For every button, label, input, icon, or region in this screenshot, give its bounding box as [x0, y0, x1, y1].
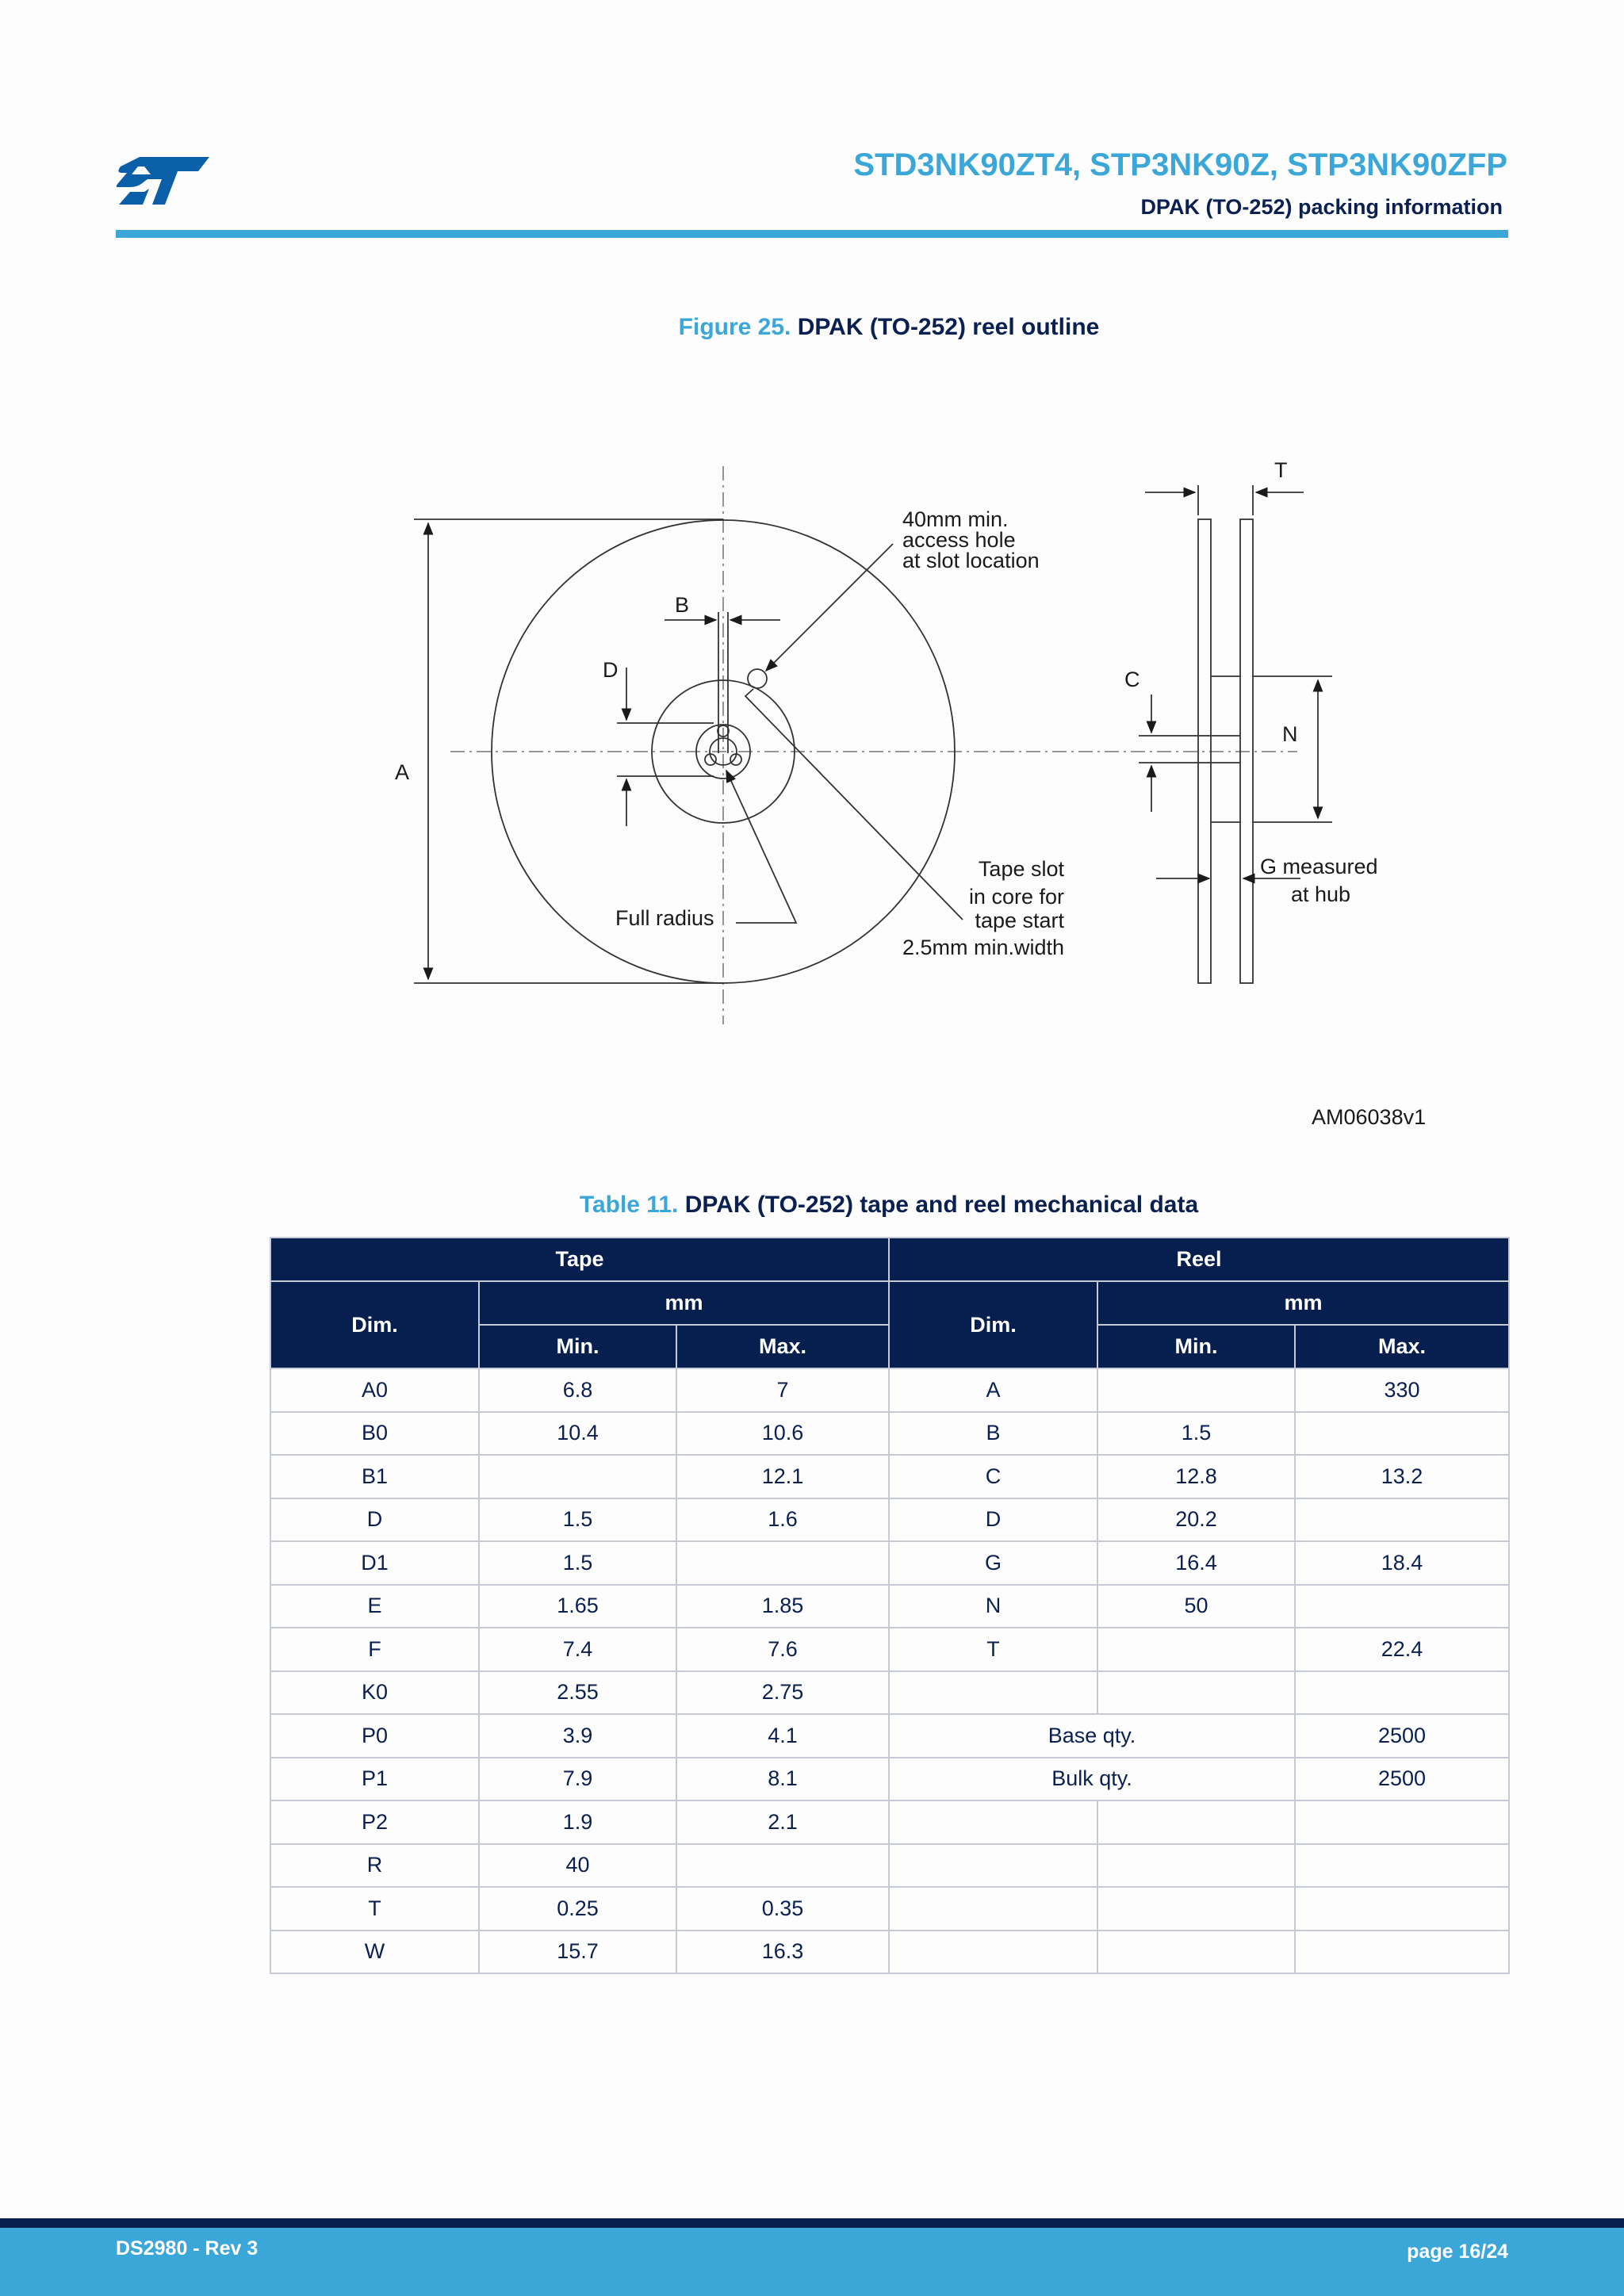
access-hole-note-line2: access hole [902, 528, 1016, 552]
table-cell [1097, 1844, 1295, 1888]
table-cell: 3.9 [479, 1714, 676, 1758]
table-cell [889, 1844, 1097, 1888]
table-label: Table 11. [579, 1192, 679, 1218]
table-cell [1295, 1671, 1509, 1715]
table-cell: 4.1 [676, 1714, 889, 1758]
table-row [270, 1844, 1509, 1888]
table-cell: N [889, 1585, 1097, 1628]
document-title: STD3NK90ZT4, STP3NK90Z, STP3NK90ZFP [853, 147, 1507, 182]
tape-dim-header: Dim. [270, 1281, 479, 1368]
reel-dim-header: Dim. [889, 1281, 1097, 1368]
table-cell [479, 1455, 676, 1498]
g-measured-note-line1: G measured [1260, 855, 1378, 878]
dim-label-a: A [395, 760, 410, 784]
table-cell: 1.6 [676, 1498, 889, 1542]
table-cell: F [270, 1628, 479, 1671]
table-cell: 13.2 [1295, 1455, 1509, 1498]
table-cell: 330 [1295, 1368, 1509, 1412]
table-cell: 40 [479, 1844, 676, 1888]
table-cell [1097, 1800, 1295, 1844]
table-cell: 1.5 [1097, 1412, 1295, 1456]
table-row [270, 1931, 1509, 1974]
table-row [270, 1758, 1509, 1801]
table-body [270, 1368, 1509, 1973]
table-cell: 10.4 [479, 1412, 676, 1456]
dim-label-c: C [1124, 668, 1140, 691]
table-cell [1097, 1931, 1295, 1974]
table-cell: 15.7 [479, 1931, 676, 1974]
table-row [270, 1541, 1509, 1585]
table-cell: 2.55 [479, 1671, 676, 1715]
table-cell: 16.4 [1097, 1541, 1295, 1585]
table-cell: P1 [270, 1758, 479, 1801]
table-cell: Base qty. [889, 1714, 1295, 1758]
table-cell: T [889, 1628, 1097, 1671]
tape-group-header: Tape [270, 1238, 889, 1281]
st-logo [116, 155, 209, 206]
access-hole-note-line1: 40mm min. [902, 507, 1009, 531]
table-cell: 6.8 [479, 1368, 676, 1412]
table-cell [1295, 1498, 1509, 1542]
table-cell: 1.9 [479, 1800, 676, 1844]
table-cell: 2.1 [676, 1800, 889, 1844]
full-radius-note: Full radius [615, 906, 714, 930]
figure-caption [0, 314, 1624, 341]
reel-group-header: Reel [889, 1238, 1509, 1281]
footer-dark-band [0, 2218, 1624, 2228]
dim-label-t: T [1274, 458, 1288, 482]
table-cell [1295, 1412, 1509, 1456]
table-cell: B1 [270, 1455, 479, 1498]
table-cell: P0 [270, 1714, 479, 1758]
tape-min-header: Min. [479, 1325, 676, 1368]
table-cell [1097, 1368, 1295, 1412]
table-cell: A0 [270, 1368, 479, 1412]
reel-unit-header: mm [1097, 1281, 1509, 1325]
dim-label-d: D [603, 658, 619, 682]
table-cell [676, 1541, 889, 1585]
table-cell: 2500 [1295, 1714, 1509, 1758]
table-row [270, 1714, 1509, 1758]
table-cell: 8.1 [676, 1758, 889, 1801]
table-cell [889, 1800, 1097, 1844]
reel-outline-drawing [381, 452, 1443, 1039]
table-cell: 1.5 [479, 1498, 676, 1542]
table-cell: 10.6 [676, 1412, 889, 1456]
table-row [270, 1368, 1509, 1412]
table-cell [889, 1671, 1097, 1715]
table-cell: 16.3 [676, 1931, 889, 1974]
table-cell: A [889, 1368, 1097, 1412]
table-cell [1097, 1671, 1295, 1715]
figure-label: Figure 25. [678, 314, 791, 340]
table-caption [0, 1192, 1624, 1219]
table-row [270, 1455, 1509, 1498]
table-header-row [270, 1281, 1509, 1325]
tape-slot-note-line3: tape start [975, 909, 1064, 932]
table-cell: 18.4 [1295, 1541, 1509, 1585]
table-cell [1097, 1887, 1295, 1931]
table-cell: G [889, 1541, 1097, 1585]
table-cell: Bulk qty. [889, 1758, 1295, 1801]
tape-slot-note-line1: Tape slot [978, 857, 1064, 881]
table-row [270, 1800, 1509, 1844]
table-cell: D1 [270, 1541, 479, 1585]
table-cell: 7 [676, 1368, 889, 1412]
table-cell: E [270, 1585, 479, 1628]
footer-doc-id: DS2980 - Rev 3 [116, 2237, 259, 2260]
table-row [270, 1671, 1509, 1715]
table-cell: 12.8 [1097, 1455, 1295, 1498]
mechanical-data-table [270, 1237, 1510, 1974]
table-cell: 1.85 [676, 1585, 889, 1628]
table-cell: D [889, 1498, 1097, 1542]
footer-page-number: page 16/24 [1407, 2241, 1508, 2263]
table-cell [1295, 1585, 1509, 1628]
dim-label-b: B [675, 593, 690, 617]
table-cell: P2 [270, 1800, 479, 1844]
figure-title: DPAK (TO-252) reel outline [797, 314, 1100, 340]
table-cell [1295, 1931, 1509, 1974]
access-hole-note-line3: at slot location [902, 549, 1040, 572]
table-cell [889, 1887, 1097, 1931]
table-cell: 7.6 [676, 1628, 889, 1671]
table-cell: 7.9 [479, 1758, 676, 1801]
table-cell: 7.4 [479, 1628, 676, 1671]
table-cell: B [889, 1412, 1097, 1456]
table-cell: T [270, 1887, 479, 1931]
table-cell: 0.25 [479, 1887, 676, 1931]
table-cell [1295, 1887, 1509, 1931]
header-rule [116, 230, 1508, 238]
table-cell: 0.35 [676, 1887, 889, 1931]
table-cell: 2500 [1295, 1758, 1509, 1801]
table-cell: 22.4 [1295, 1628, 1509, 1671]
tape-slot-note-line2: in core for [968, 885, 1064, 909]
table-cell: K0 [270, 1671, 479, 1715]
table-cell: 20.2 [1097, 1498, 1295, 1542]
reel-geometry [414, 466, 1332, 1024]
reel-min-header: Min. [1097, 1325, 1295, 1368]
table-cell: R [270, 1844, 479, 1888]
tape-unit-header: mm [479, 1281, 889, 1325]
tape-slot-note-line4: 2.5mm min.width [902, 936, 1064, 959]
table-header-row [270, 1238, 1509, 1281]
table-row [270, 1628, 1509, 1671]
dim-label-n: N [1282, 722, 1298, 746]
table-row [270, 1412, 1509, 1456]
table-cell [1295, 1800, 1509, 1844]
table-title: DPAK (TO-252) tape and reel mechanical data [684, 1192, 1199, 1218]
table-cell: 1.5 [479, 1541, 676, 1585]
table-cell: C [889, 1455, 1097, 1498]
table-cell [1295, 1844, 1509, 1888]
tape-max-header: Max. [676, 1325, 889, 1368]
section-title: DPAK (TO-252) packing information [1140, 195, 1503, 219]
table-cell: 2.75 [676, 1671, 889, 1715]
table-row [270, 1887, 1509, 1931]
table-cell: 50 [1097, 1585, 1295, 1628]
table-cell [676, 1844, 889, 1888]
g-measured-note-line2: at hub [1291, 882, 1351, 906]
table-cell [1097, 1628, 1295, 1671]
table-cell [889, 1931, 1097, 1974]
reel-max-header: Max. [1295, 1325, 1509, 1368]
table-cell: 12.1 [676, 1455, 889, 1498]
table-row [270, 1585, 1509, 1628]
table-cell: W [270, 1931, 479, 1974]
table-cell: B0 [270, 1412, 479, 1456]
figure-code: AM06038v1 [1312, 1105, 1427, 1129]
table-cell: D [270, 1498, 479, 1542]
table-cell: 1.65 [479, 1585, 676, 1628]
table-row [270, 1498, 1509, 1542]
